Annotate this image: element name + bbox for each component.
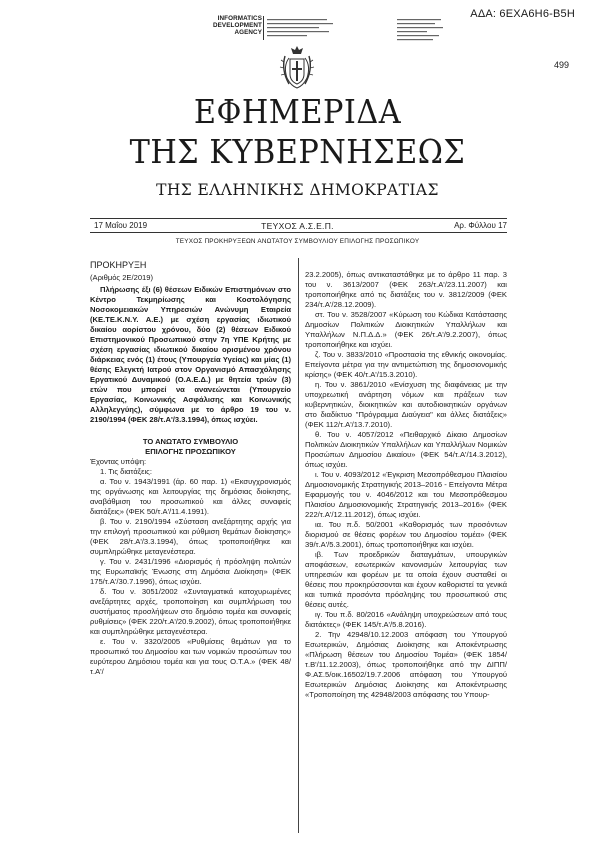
provision-paragraph: ι. Του ν. 4093/2012 «Έγκριση Μεσοπρόθεσμου Πλαισίου Δημοσιονομικής Στρατηγικής 2013–2016 - Επείγοντα Μέτρα Εφαρμογής του ν. 4046/2012 και του Μεσοπρόθεσμου Πλαισίου Δημοσιονομικής Στρατηγικής 2013–2016» (ΦΕΚ 222/τ.Α'/12.11.2012), όπως ισχύει. xyxy=(305,470,507,519)
logo-text-line: INFORMATICS xyxy=(217,15,262,22)
republic-title: ΤΗΣ ΕΛΛΗΝΙΚΗΣ ΔΗΜΟΚΡΑΤΙΑΣ xyxy=(156,181,439,199)
proclamation-heading: ΠΡΟΚΗΡΥΞΗ xyxy=(90,260,147,270)
council-heading-line2: ΕΠΙΛΟΓΗΣ ΠΡΟΣΩΠΙΚΟΥ xyxy=(145,447,236,456)
provision-item: 1. Τις διατάξεις: xyxy=(100,467,152,476)
intro-text: Έχοντας υπόψη: xyxy=(90,457,147,466)
page-number: 499 xyxy=(553,60,569,70)
issue-date: 17 Μαΐου 2019 xyxy=(94,221,148,230)
ada-code: ΑΔΑ: 6ΕΧΑ6Η6-Β5Η xyxy=(470,8,575,20)
newspaper-title-line2: ΤΗΣ ΚΥΒΕΡΝΗΣΕΩΣ xyxy=(129,132,466,171)
logo-divider xyxy=(263,16,265,40)
newspaper-title: ΕΦΗΜΕΡΙΔΑ xyxy=(193,92,402,131)
header-rule xyxy=(90,218,507,219)
sheet-number: Αρ. Φύλλου 17 xyxy=(454,221,507,230)
provision-paragraph: θ. Του ν. 4057/2012 «Πειθαρχικό Δίκαιο Δημοσίων Πολιτικών Διοικητικών Υπαλλήλων και Υπαλλήλων Νομικών Προσώπων Δημοσίου Δικαίου» (ΦΕΚ 54/τ.Α'/14.3.2012), όπως ισχύει. xyxy=(305,430,507,469)
provision-paragraph: ιβ. Των προεδρικών διαταγμάτων, υπουργικών αποφάσεων, εσωτερικών κανονισμών λειτουργίας των υπηρεσιών και φορέων με τα οποία έχουν συσταθεί οι θέσεις που προκηρύσσονται και έχουν καθοριστεί τα γενικά και τυπικά προσόντα πρόσληψης του προσωπικού στις θέσεις αυτές. xyxy=(305,550,507,609)
left-column xyxy=(90,260,291,677)
logo-text-line: DEVELOPMENT xyxy=(212,22,262,29)
provision-paragraph: γ. Του ν. 2431/1996 «Διορισμός ή πρόσληψη πολιτών της Ευρωπαϊκής Ένωσης στη Δημόσια Διοίκηση» (ΦΕΚ 175/τ.Α'/30.7.1996), όπως ισχύει. xyxy=(90,557,291,586)
issue-subtitle: ΤΕΥΧΟΣ ΠΡΟΚΗΡΥΞΕΩΝ ΑΝΩΤΑΤΟΥ ΣΥΜΒΟΥΛΙΟΥ ΕΠΙΛΟΓΗΣ ΠΡΟΣΩΠΙΚΟΥ xyxy=(175,238,420,245)
provision-paragraph: ιγ. Του π.δ. 80/2016 «Ανάληψη υποχρεώσεων από τους διατάκτες» (ΦΕΚ 145/τ.Α'/5.8.2016). xyxy=(305,610,507,629)
logo-text-line: AGENCY xyxy=(234,29,262,36)
issue-type: ΤΕΥΧΟΣ Α.Σ.Ε.Π. xyxy=(261,221,334,231)
provision-paragraph: στ. Του ν. 3528/2007 «Κύρωση του Κώδικα Κατάστασης Δημοσίων Πολιτικών Διοικητικών Υπαλλήλων και Υπαλλήλων Ν.Π.Δ.Δ.» (ΦΕΚ 26/τ.Α'/9.2.2007), όπως τροποποιήθηκε και ισχύει. xyxy=(305,310,507,349)
proclamation-summary: Πλήρωσης έξι (6) θέσεων Ειδικών Επιστημόνων στο Κέντρο Τεκμηρίωσης και Κοστολόγησης Νοσοκομειακών Υπηρεσιών Ανώνυμη Εταιρεία (ΚΕ.ΤΕ.Κ.Ν.Υ. Α.Ε.) με σχέση εργασίας ιδιωτικού δικαίου αορίστου χρόνου, δύο (2) θέσεων Ειδικού Επιστημονικού Προσωπικού στην 7η ΥΠΕ Κρήτης με σχέση εργασίας ιδιωτικού δικαίου ορισμένου χρόνου διάρκειας ενός (1) έτους (Υπουργεία Υγείας) και μίας (1) θέσης Ελεγκτή Ιατρού στον Οργανισμό Απασχόλησης Εργατικού Δυναμικού (Ο.Α.Ε.Δ.) με θητεία τριών (3) ετών που μπορεί να ανανεώνεται (Υπουργείο Εργασίας, Κοινωνικής Ασφάλισης και Κοινωνικής Αλληλεγγύης), σύμφωνα με το άρθρο 19 του ν. 2190/1994 (ΦΕΚ 28/τ.Α'/3.3.1994), όπως ισχύει. xyxy=(90,285,291,424)
right-column xyxy=(305,270,507,700)
provision-paragraph: η. Του ν. 3861/2010 «Ενίσχυση της διαφάνειας με την υποχρεωτική ανάρτηση νόμων και πράξεων των κυβερνητικών, διοικητικών και αυτοδιοικητικών οργάνων στο διαδίκτυο "Πρόγραμμα Διαύγεια" και άλλες διατάξεις» (ΦΕΚ 112/τ.Α'/13.7.2010). xyxy=(305,380,507,429)
signature-stamp-icon xyxy=(267,18,337,40)
greek-coat-of-arms-icon xyxy=(277,44,317,90)
council-heading: ΤΟ ΑΝΩΤΑΤΟ ΣΥΜΒΟΥΛΙΟ xyxy=(142,437,239,446)
provision-paragraph: α. Του ν. 1943/1991 (άρ. 60 παρ. 1) «Εκσυγχρονισμός της οργάνωσης και λειτουργίας της δημόσιας διοίκησης, αναβάθμιση του προσωπικού και άλλες συναφείς διατάξεις» (ΦΕΚ 50/τ.Α'/11.4.1991). xyxy=(90,477,291,516)
proclamation-number: (Αριθμός 2Ε/2019) xyxy=(90,273,154,282)
provision-paragraph: ε. Του ν. 3320/2005 «Ρυθμίσεις θεμάτων για το προσωπικό του Δημοσίου και των νομικών προσώπων του ευρύτερου Δημόσιου τομέα και για τους Ο.Τ.Α.» (ΦΕΚ 48/τ.Α'/ xyxy=(90,637,291,676)
provision-paragraph: 23.2.2005), όπως αντικαταστάθηκε με το άρθρο 11 παρ. 3 του ν. 3613/2007 (ΦΕΚ 263/τ.Α'/23.11.2007) και τροποποιήθηκε από τις διατάξεις του ν. 3812/2009 (ΦΕΚ 234/τ.Α'/28.12.2009). xyxy=(305,270,507,309)
provision-item: 2. Την 42948/10.12.2003 απόφαση του Υπουργού Εσωτερικών, Δημόσιας Διοίκησης και Αποκέντρωσης «Πλήρωση θέσεων του Δημοσίου Τομέα» (ΦΕΚ 1854/τ.Β'/11.12.2003), όπως τροποποιήθηκε από την ΔΙΠΠ/Φ.ΑΣ.5/οικ.16502/19.7.2006 απόφαση του Υπουργού Εσωτερικών Δημόσιας Διοίκησης και Αποκέντρωσης «Τροποποίηση της 42948/2003 απόφασης του Υπουρ- xyxy=(305,630,507,699)
provision-paragraph: δ. Του ν. 3051/2002 «Συνταγματικά κατοχυρωμένες ανεξάρτητες αρχές, τροποποίηση και συμπλήρωση του συστήματος προσλήψεων στο δημόσιο τομέα και συναφείς ρυθμίσεις» (ΦΕΚ 220/τ.Α'/20.9.2002), όπως τροποποιήθηκε και συμπληρώθηκε μεταγενέστερα. xyxy=(90,587,291,636)
provision-paragraph: ζ. Του ν. 3833/2010 «Προστασία της εθνικής οικονομίας. Επείγοντα μέτρα για την αντιμετώπιση της δημοσιονομικής κρίσης» (ΦΕΚ 40/τ.Α'/15.3.2010). xyxy=(305,350,507,379)
header-rule xyxy=(90,232,507,233)
digital-signature-icon xyxy=(397,18,447,46)
informatics-logo xyxy=(200,15,262,36)
column-divider xyxy=(298,258,299,833)
provision-paragraph: ια. Του π.δ. 50/2001 «Καθορισμός των προσόντων διορισμού σε θέσεις φορέων του Δημοσίου τομέα» (ΦΕΚ 39/τ.Α'/5.3.2001), όπως τροποποιήθηκε και ισχύει. xyxy=(305,520,507,549)
provision-paragraph: β. Του ν. 2190/1994 «Σύσταση ανεξάρτητης αρχής για την επιλογή προσωπικού και ρύθμιση θεμάτων διοίκησης» (ΦΕΚ 28/τ.Α'/3.3.1994), όπως τροποποιήθηκε και συμπληρώθηκε μεταγενέστερα. xyxy=(90,517,291,556)
